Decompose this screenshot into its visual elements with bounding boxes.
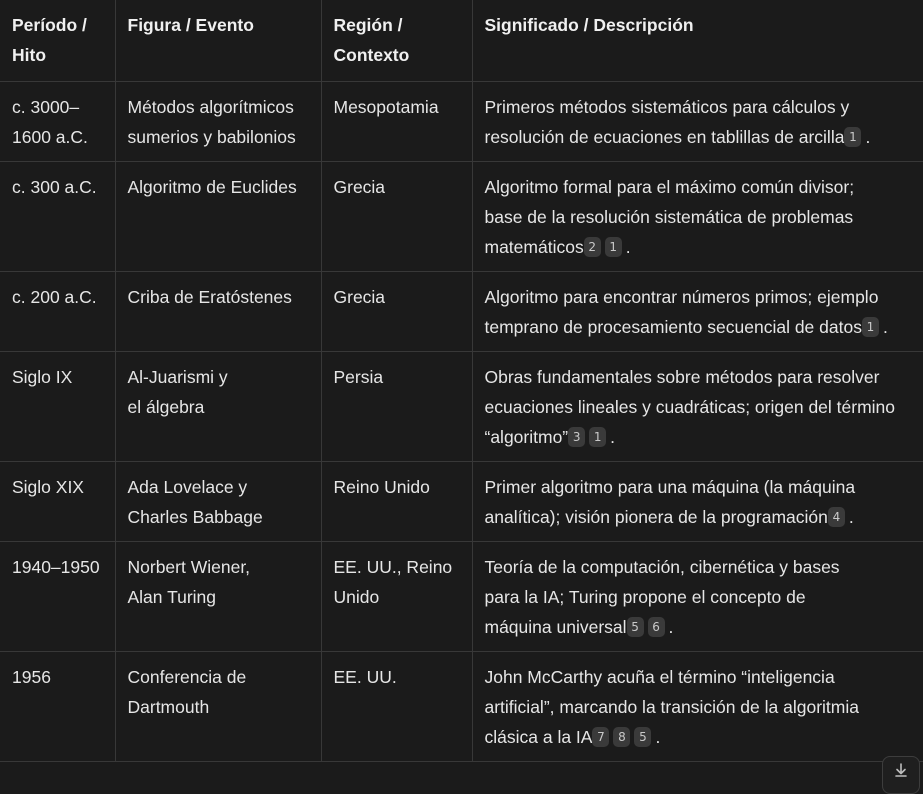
cell-line: matemáticos (484, 236, 584, 257)
table-row (0, 651, 923, 761)
cell-descripcion (472, 271, 923, 351)
cell-line: Obras fundamentales sobre métodos para resolver (484, 366, 880, 387)
cell-periodo (0, 461, 115, 541)
cell-line: Algoritmo de Euclides (127, 176, 297, 197)
cell-figura (115, 81, 321, 161)
cell-line: Ada Lovelace y (127, 476, 248, 497)
cell-region (321, 461, 472, 541)
cell-line: Criba de Eratóstenes (127, 286, 292, 307)
end-punctuation: . (882, 316, 888, 337)
cell-line: Métodos algorítmicos (127, 96, 294, 117)
cell-line: Siglo IX (12, 366, 73, 387)
cell-region (321, 541, 472, 651)
citation-badge[interactable]: 7 (592, 727, 609, 747)
cell-line: Unido (333, 586, 380, 607)
cell-line: Contexto (333, 45, 410, 65)
cell-line: resolución de ecuaciones en tablillas de arcilla (484, 126, 845, 147)
cell-line: para la IA; Turing propone el concepto de (484, 586, 806, 607)
cell-line: Hito (12, 45, 47, 65)
cell-line: “algoritmo” (484, 426, 569, 447)
cell-line: EE. UU., Reino (333, 556, 453, 577)
cell-figura (115, 541, 321, 651)
cell-figura (115, 271, 321, 351)
citation-badge[interactable]: 5 (627, 617, 644, 637)
cell-line: Siglo XIX (12, 476, 84, 497)
cell-line: Al-Juarismi y (127, 366, 228, 387)
cell-line: analítica); visión pionera de la programación (484, 506, 828, 527)
table-row (0, 271, 923, 351)
citation-badge[interactable]: 1 (589, 427, 606, 447)
cell-line: c. 200 a.C. (12, 286, 97, 307)
header-row (0, 0, 923, 81)
cell-line: Algoritmo formal para el máximo común divisor; (484, 176, 855, 197)
table-row (0, 161, 923, 271)
cell-line: Grecia (333, 286, 386, 307)
cell-region (321, 351, 472, 461)
cell-periodo (0, 541, 115, 651)
cell-line: Norbert Wiener, (127, 556, 251, 577)
citation-badge[interactable]: 3 (568, 427, 585, 447)
cell-line: artificial”, marcando la transición de la algoritmia (484, 696, 859, 717)
end-punctuation: . (625, 236, 631, 257)
cell-line: Primer algoritmo para una máquina (la máquina (484, 476, 856, 497)
cell-region (321, 161, 472, 271)
cell-line: Región / (333, 15, 403, 35)
cell-region (321, 271, 472, 351)
end-punctuation: . (848, 506, 854, 527)
citation-badge[interactable]: 2 (584, 237, 601, 257)
header-figura (115, 0, 321, 81)
cell-line: clásica a la IA (484, 726, 593, 747)
cell-line: Primeros métodos sistemáticos para cálculos y (484, 96, 850, 117)
citation-badge[interactable]: 6 (648, 617, 665, 637)
cell-line: Significado / Descripción (484, 15, 694, 35)
cell-line: Alan Turing (127, 586, 217, 607)
citation-badge[interactable]: 8 (613, 727, 630, 747)
cell-line: 1600 a.C. (12, 126, 88, 147)
cell-descripcion (472, 651, 923, 761)
table-row (0, 351, 923, 461)
end-punctuation: . (865, 126, 871, 147)
cell-line: Algoritmo para encontrar números primos; ejemplo (484, 286, 879, 307)
cell-periodo (0, 651, 115, 761)
cell-line: c. 3000– (12, 96, 80, 117)
citation-badge[interactable]: 1 (605, 237, 622, 257)
cell-line: 1940–1950 (12, 556, 100, 577)
cell-periodo (0, 271, 115, 351)
cell-periodo (0, 81, 115, 161)
cell-line: Dartmouth (127, 696, 210, 717)
arrow-down-icon (894, 763, 908, 777)
cell-line: Persia (333, 366, 384, 387)
citation-badge[interactable]: 4 (828, 507, 845, 527)
end-punctuation: . (610, 426, 616, 447)
cell-descripcion (472, 351, 923, 461)
cell-line: sumerios y babilonios (127, 126, 296, 147)
end-punctuation: . (655, 726, 661, 747)
table-row (0, 461, 923, 541)
citation-badge[interactable]: 1 (844, 127, 861, 147)
cell-region (321, 651, 472, 761)
cell-line: c. 300 a.C. (12, 176, 97, 197)
cell-line: John McCarthy acuña el término “inteligencia (484, 666, 835, 687)
cell-line: Reino Unido (333, 476, 430, 497)
header-region (321, 0, 472, 81)
cell-descripcion (472, 541, 923, 651)
header-descripcion (472, 0, 923, 81)
cell-line: base de la resolución sistemática de problemas (484, 206, 854, 227)
cell-line: Grecia (333, 176, 386, 197)
cell-line: EE. UU. (333, 666, 397, 687)
table-row (0, 541, 923, 651)
cell-descripcion (472, 461, 923, 541)
citation-badge[interactable]: 1 (862, 317, 879, 337)
cell-line: Mesopotamia (333, 96, 439, 117)
cell-line: 1956 (12, 666, 51, 687)
cell-figura (115, 351, 321, 461)
cell-line: el álgebra (127, 396, 205, 417)
table-row (0, 81, 923, 161)
scroll-down-button[interactable] (882, 756, 920, 794)
cell-line: Teoría de la computación, cibernética y bases (484, 556, 840, 577)
cell-line: Charles Babbage (127, 506, 263, 527)
cell-line: Figura / Evento (127, 15, 254, 35)
cell-line: Conferencia de (127, 666, 247, 687)
table-body (0, 81, 923, 761)
header-periodo (0, 0, 115, 81)
end-punctuation: . (668, 616, 674, 637)
cell-line: Período / (12, 15, 87, 35)
cell-descripcion (472, 161, 923, 271)
cell-figura (115, 161, 321, 271)
cell-line: ecuaciones lineales y cuadráticas; origen del término (484, 396, 896, 417)
cell-periodo (0, 161, 115, 271)
cell-periodo (0, 351, 115, 461)
cell-figura (115, 651, 321, 761)
citation-badge[interactable]: 5 (634, 727, 651, 747)
cell-line: temprano de procesamiento secuencial de datos (484, 316, 862, 337)
cell-figura (115, 461, 321, 541)
cell-line: máquina universal (484, 616, 627, 637)
cell-descripcion (472, 81, 923, 161)
cell-region (321, 81, 472, 161)
